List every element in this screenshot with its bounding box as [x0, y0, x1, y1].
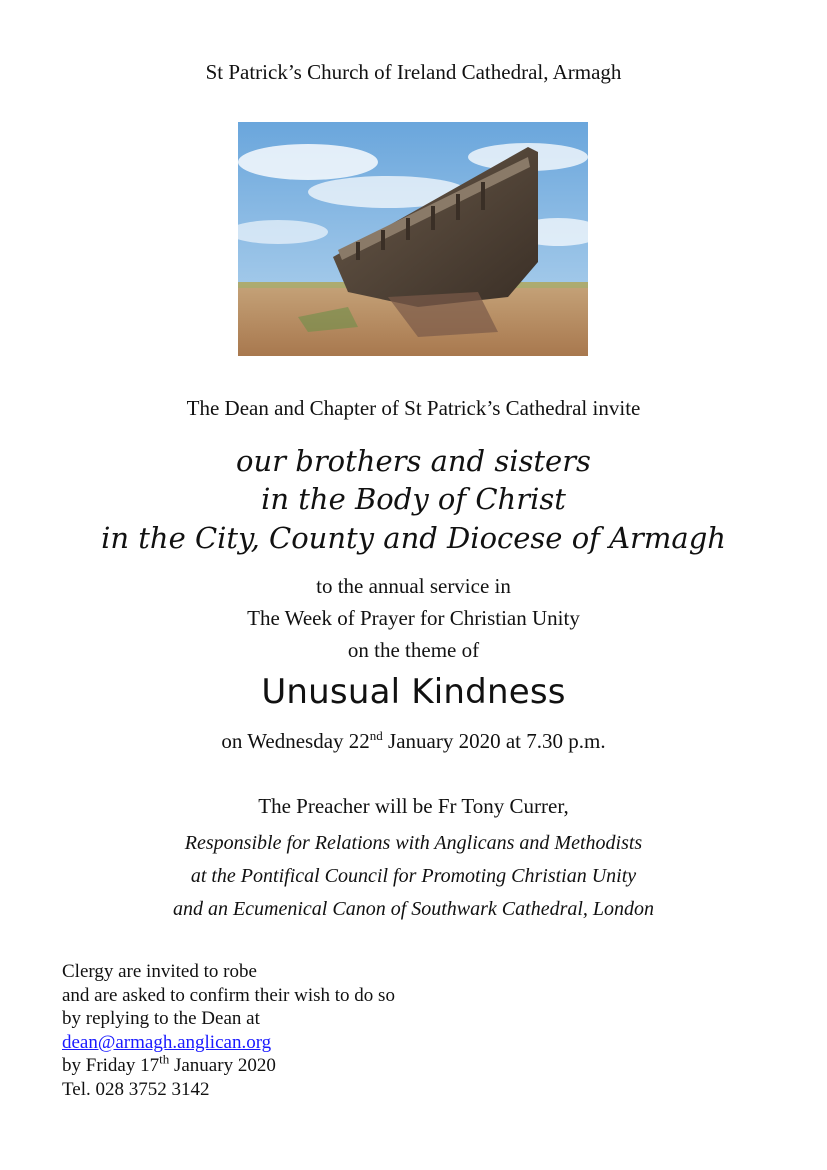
- footer-deadline: [62, 1051, 395, 1078]
- service-line-2: The Week of Prayer for Christian Unity: [247, 606, 580, 630]
- footer-phone: Tel. 028 3752 3142: [62, 1078, 210, 1100]
- dean-email-link[interactable]: dean@armagh.anglican.org: [62, 1031, 272, 1053]
- invitees-line-1: our brothers and sisters: [236, 444, 591, 478]
- deadline-rest: January 2020: [169, 1055, 276, 1076]
- service-line-3: on the theme of: [347, 638, 480, 662]
- invitees-line-2: in the Body of Christ: [261, 482, 566, 516]
- service-line-1: to the annual service in: [316, 574, 511, 598]
- preacher-role-3: and an Ecumenical Canon of Southwark Cathedral, London: [172, 898, 655, 920]
- preacher-role-2: at the Pontifical Council for Promoting Christian Unity: [190, 865, 637, 887]
- boat-photo: [238, 122, 588, 356]
- preacher-role-1: Responsible for Relations with Anglicans and Methodists: [184, 832, 643, 854]
- invite-line: The Dean and Chapter of St Patrick’s Cathedral invite: [186, 396, 641, 420]
- footer-line-2: and are asked to confirm their wish to do so: [62, 984, 395, 1006]
- preacher-line: The Preacher will be Fr Tony Currer,: [258, 794, 569, 818]
- footer-line-1: Clergy are invited to robe: [62, 961, 257, 982]
- date-prefix: on Wednesday 22: [221, 729, 370, 753]
- theme-heading: Unusual Kindness: [261, 672, 566, 712]
- date-ordinal: nd: [369, 728, 383, 743]
- invitees-line-3: in the City, County and Diocese of Armagh: [101, 521, 726, 555]
- service-date: [0, 729, 827, 754]
- deadline-prefix: by Friday 17: [62, 1055, 160, 1076]
- cathedral-title: St Patrick’s Church of Ireland Cathedral, Armagh: [205, 60, 622, 84]
- footer-line-3: by replying to the Dean at: [62, 1008, 260, 1029]
- deadline-ordinal: th: [159, 1051, 170, 1067]
- footer-notes: [62, 960, 395, 1101]
- date-rest: January 2020 at 7.30 p.m.: [382, 729, 606, 753]
